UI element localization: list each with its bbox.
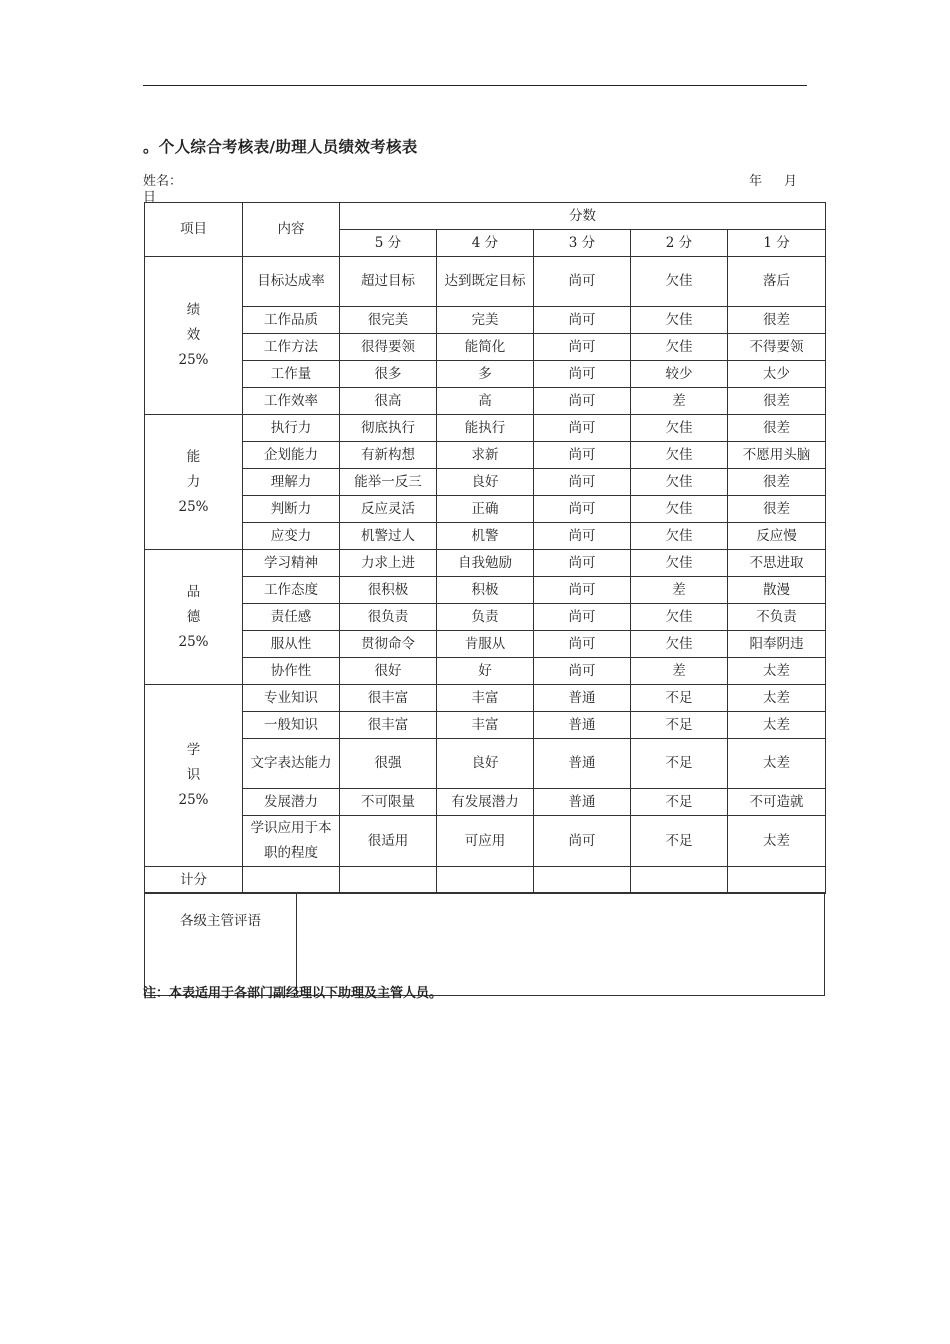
score-cell: 反应灵活 bbox=[340, 496, 437, 523]
score-cell: 不足 bbox=[631, 789, 728, 816]
score-cell: 差 bbox=[631, 658, 728, 685]
category-weight: 25% bbox=[178, 633, 209, 650]
table-row bbox=[145, 789, 826, 816]
score-cell: 普通 bbox=[534, 739, 631, 789]
score-cell: 欠佳 bbox=[631, 442, 728, 469]
total-input-cell[interactable] bbox=[437, 867, 534, 894]
content-cell: 理解力 bbox=[243, 469, 340, 496]
score-cell: 不足 bbox=[631, 816, 728, 867]
header-item: 项目 bbox=[145, 203, 243, 257]
score-cell: 很强 bbox=[340, 739, 437, 789]
content-cell: 责任感 bbox=[243, 604, 340, 631]
category-character bbox=[145, 550, 243, 685]
score-cell: 积极 bbox=[437, 577, 534, 604]
content-cell: 一般知识 bbox=[243, 712, 340, 739]
content-cell: 工作方法 bbox=[243, 334, 340, 361]
score-cell: 超过目标 bbox=[340, 257, 437, 307]
table-row bbox=[145, 388, 826, 415]
form-title: 。个人综合考核表/助理人员绩效考核表 bbox=[143, 138, 418, 156]
total-row bbox=[145, 867, 826, 894]
date-day-label: 日 bbox=[143, 190, 157, 205]
score-cell: 差 bbox=[631, 577, 728, 604]
score-cell: 贯彻命令 bbox=[340, 631, 437, 658]
score-cell: 很多 bbox=[340, 361, 437, 388]
score-cell: 尚可 bbox=[534, 631, 631, 658]
category-knowledge bbox=[145, 685, 243, 867]
score-cell: 不思进取 bbox=[728, 550, 826, 577]
table-row bbox=[145, 658, 826, 685]
table-row bbox=[145, 816, 826, 867]
footnote: 注：本表适用于各部门副经理以下助理及主管人员。 bbox=[143, 986, 443, 1001]
score-cell: 能执行 bbox=[437, 415, 534, 442]
content-cell: 工作量 bbox=[243, 361, 340, 388]
table-row bbox=[145, 442, 826, 469]
table-row bbox=[145, 604, 826, 631]
score-cell: 尚可 bbox=[534, 388, 631, 415]
table-row bbox=[145, 523, 826, 550]
score-cell: 丰富 bbox=[437, 712, 534, 739]
score-cell: 求新 bbox=[437, 442, 534, 469]
score-cell: 很丰富 bbox=[340, 712, 437, 739]
score-cell: 肯服从 bbox=[437, 631, 534, 658]
category-line: 效 bbox=[186, 327, 201, 343]
score-cell: 不得要领 bbox=[728, 334, 826, 361]
content-cell: 学识应用于本职的程度 bbox=[243, 816, 340, 867]
content-cell: 发展潜力 bbox=[243, 789, 340, 816]
score-cell: 自我勉励 bbox=[437, 550, 534, 577]
category-line: 品 bbox=[186, 583, 201, 600]
score-cell: 良好 bbox=[437, 469, 534, 496]
header-rule bbox=[143, 85, 807, 86]
content-cell: 目标达成率 bbox=[243, 257, 340, 307]
table-row bbox=[145, 496, 826, 523]
score-cell: 太差 bbox=[728, 739, 826, 789]
score-cell: 可应用 bbox=[437, 816, 534, 867]
score-cell: 很好 bbox=[340, 658, 437, 685]
score-cell: 很得要领 bbox=[340, 334, 437, 361]
score-cell: 丰富 bbox=[437, 685, 534, 712]
score-cell: 欠佳 bbox=[631, 631, 728, 658]
category-line: 识 bbox=[186, 767, 201, 783]
score-level: 2 分 bbox=[631, 230, 728, 257]
total-input-cell[interactable] bbox=[728, 867, 826, 894]
score-cell: 能简化 bbox=[437, 334, 534, 361]
header-content: 内容 bbox=[243, 203, 340, 257]
content-cell: 判断力 bbox=[243, 496, 340, 523]
total-input-cell[interactable] bbox=[243, 867, 340, 894]
category-weight: 25% bbox=[178, 352, 209, 368]
score-cell: 正确 bbox=[437, 496, 534, 523]
table-row bbox=[145, 415, 826, 442]
table-row bbox=[145, 307, 826, 334]
content-cell: 文字表达能力 bbox=[243, 739, 340, 789]
score-cell: 尚可 bbox=[534, 257, 631, 307]
score-cell: 尚可 bbox=[534, 523, 631, 550]
score-cell: 有发展潜力 bbox=[437, 789, 534, 816]
date-month-label: 月 bbox=[784, 174, 798, 189]
score-cell: 力求上进 bbox=[340, 550, 437, 577]
score-cell: 太差 bbox=[728, 712, 826, 739]
score-cell: 尚可 bbox=[534, 469, 631, 496]
score-cell: 多 bbox=[437, 361, 534, 388]
score-cell: 负责 bbox=[437, 604, 534, 631]
content-cell: 执行力 bbox=[243, 415, 340, 442]
score-cell: 机警 bbox=[437, 523, 534, 550]
score-cell: 不可造就 bbox=[728, 789, 826, 816]
score-cell: 阳奉阴违 bbox=[728, 631, 826, 658]
score-cell: 尚可 bbox=[534, 307, 631, 334]
score-cell: 机警过人 bbox=[340, 523, 437, 550]
name-label: 姓名： bbox=[143, 174, 183, 189]
score-cell: 尚可 bbox=[534, 604, 631, 631]
score-cell: 尚可 bbox=[534, 658, 631, 685]
score-cell: 良好 bbox=[437, 739, 534, 789]
content-cell: 服从性 bbox=[243, 631, 340, 658]
score-cell: 很负责 bbox=[340, 604, 437, 631]
total-label: 计分 bbox=[145, 867, 243, 894]
table-row bbox=[145, 361, 826, 388]
score-cell: 很差 bbox=[728, 469, 826, 496]
evaluation-table bbox=[144, 202, 826, 894]
score-cell: 能举一反三 bbox=[340, 469, 437, 496]
score-cell: 欠佳 bbox=[631, 334, 728, 361]
score-cell: 欠佳 bbox=[631, 469, 728, 496]
score-cell: 欠佳 bbox=[631, 604, 728, 631]
score-cell: 太差 bbox=[728, 658, 826, 685]
score-cell: 尚可 bbox=[534, 816, 631, 867]
content-cell: 专业知识 bbox=[243, 685, 340, 712]
score-cell: 太差 bbox=[728, 685, 826, 712]
content-cell: 工作效率 bbox=[243, 388, 340, 415]
score-cell: 尚可 bbox=[534, 550, 631, 577]
table-row bbox=[145, 739, 826, 789]
score-cell: 很适用 bbox=[340, 816, 437, 867]
score-cell: 好 bbox=[437, 658, 534, 685]
score-cell: 高 bbox=[437, 388, 534, 415]
score-cell: 较少 bbox=[631, 361, 728, 388]
score-cell: 尚可 bbox=[534, 577, 631, 604]
header-score: 分数 bbox=[340, 203, 826, 230]
category-performance bbox=[145, 257, 243, 415]
score-cell: 普通 bbox=[534, 685, 631, 712]
table-row bbox=[145, 577, 826, 604]
category-line: 学 bbox=[186, 742, 201, 758]
score-cell: 不愿用头脑 bbox=[728, 442, 826, 469]
score-level: 1 分 bbox=[728, 230, 826, 257]
comments-field[interactable] bbox=[297, 893, 825, 996]
comments-table bbox=[144, 892, 825, 996]
table-row bbox=[145, 712, 826, 739]
content-cell: 工作品质 bbox=[243, 307, 340, 334]
score-cell: 很差 bbox=[728, 415, 826, 442]
score-cell: 差 bbox=[631, 388, 728, 415]
score-cell: 完美 bbox=[437, 307, 534, 334]
score-cell: 不足 bbox=[631, 739, 728, 789]
score-cell: 太少 bbox=[728, 361, 826, 388]
score-level: 5 分 bbox=[340, 230, 437, 257]
score-cell: 不可限量 bbox=[340, 789, 437, 816]
score-cell: 欠佳 bbox=[631, 550, 728, 577]
category-line: 德 bbox=[186, 608, 201, 625]
score-cell: 很积极 bbox=[340, 577, 437, 604]
score-cell: 有新构想 bbox=[340, 442, 437, 469]
score-cell: 欠佳 bbox=[631, 523, 728, 550]
comments-label: 各级主管评语 bbox=[145, 893, 297, 996]
score-cell: 散漫 bbox=[728, 577, 826, 604]
score-cell: 尚可 bbox=[534, 361, 631, 388]
score-cell: 普通 bbox=[534, 789, 631, 816]
table-row bbox=[145, 469, 826, 496]
category-weight: 25% bbox=[178, 792, 209, 808]
table-row bbox=[145, 685, 826, 712]
score-cell: 很差 bbox=[728, 496, 826, 523]
score-cell: 很完美 bbox=[340, 307, 437, 334]
total-input-cell[interactable] bbox=[534, 867, 631, 894]
score-level: 4 分 bbox=[437, 230, 534, 257]
score-cell: 很差 bbox=[728, 307, 826, 334]
date-year-month bbox=[749, 170, 797, 189]
total-input-cell[interactable] bbox=[340, 867, 437, 894]
category-line: 绩 bbox=[186, 302, 201, 318]
score-cell: 达到既定目标 bbox=[437, 257, 534, 307]
table-row bbox=[145, 334, 826, 361]
table-row bbox=[145, 550, 826, 577]
score-cell: 尚可 bbox=[534, 415, 631, 442]
score-cell: 不足 bbox=[631, 685, 728, 712]
category-line: 力 bbox=[186, 473, 201, 490]
category-ability bbox=[145, 415, 243, 550]
table-row bbox=[145, 257, 826, 307]
score-cell: 反应慢 bbox=[728, 523, 826, 550]
score-cell: 欠佳 bbox=[631, 496, 728, 523]
score-cell: 很差 bbox=[728, 388, 826, 415]
score-cell: 太差 bbox=[728, 816, 826, 867]
score-cell: 尚可 bbox=[534, 442, 631, 469]
score-level: 3 分 bbox=[534, 230, 631, 257]
category-line: 能 bbox=[186, 448, 201, 465]
score-cell: 欠佳 bbox=[631, 307, 728, 334]
content-cell: 协作性 bbox=[243, 658, 340, 685]
score-cell: 尚可 bbox=[534, 334, 631, 361]
score-cell: 落后 bbox=[728, 257, 826, 307]
score-cell: 尚可 bbox=[534, 496, 631, 523]
header-row bbox=[145, 203, 826, 230]
score-cell: 很丰富 bbox=[340, 685, 437, 712]
content-cell: 应变力 bbox=[243, 523, 340, 550]
score-cell: 欠佳 bbox=[631, 415, 728, 442]
score-cell: 不足 bbox=[631, 712, 728, 739]
content-cell: 学习精神 bbox=[243, 550, 340, 577]
table-row bbox=[145, 631, 826, 658]
date-year-label: 年 bbox=[749, 174, 763, 189]
category-weight: 25% bbox=[178, 498, 209, 515]
score-cell: 不负责 bbox=[728, 604, 826, 631]
score-cell: 欠佳 bbox=[631, 257, 728, 307]
total-input-cell[interactable] bbox=[631, 867, 728, 894]
content-cell: 工作态度 bbox=[243, 577, 340, 604]
content-cell: 企划能力 bbox=[243, 442, 340, 469]
score-cell: 很高 bbox=[340, 388, 437, 415]
score-cell: 普通 bbox=[534, 712, 631, 739]
score-cell: 彻底执行 bbox=[340, 415, 437, 442]
